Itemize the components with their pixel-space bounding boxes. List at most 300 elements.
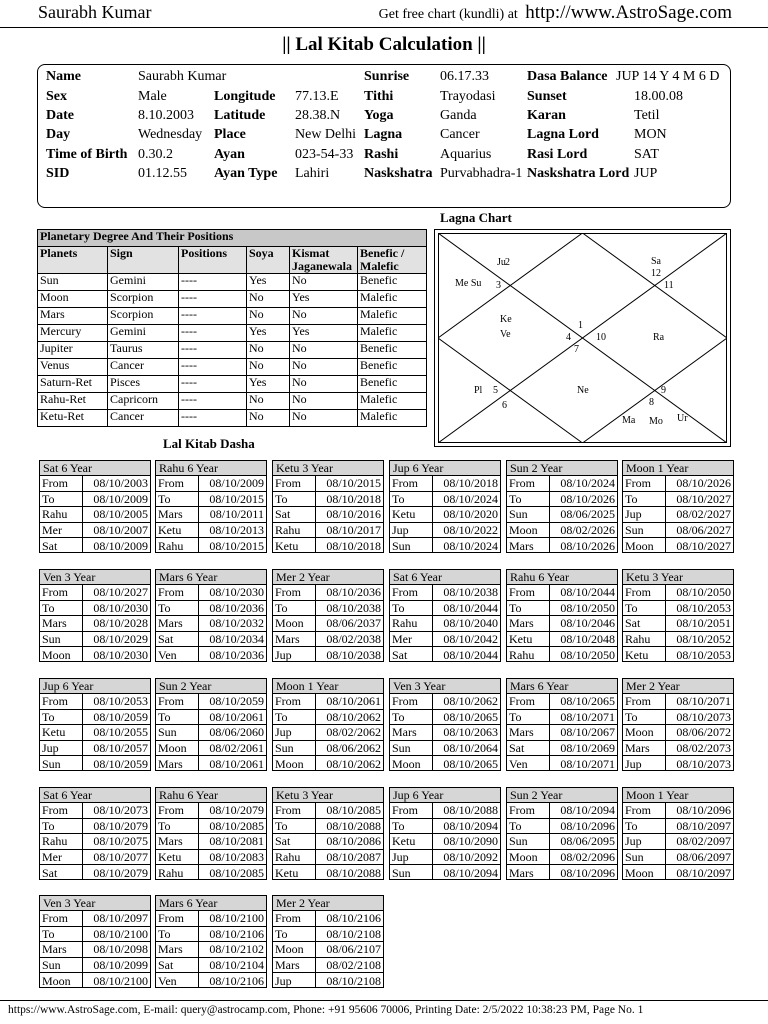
dasha-period-box [155, 895, 267, 988]
dasha-row [623, 585, 733, 600]
karan-label: Karan [527, 108, 566, 123]
dasha-row [390, 600, 500, 615]
dasha-row-label: Moon [273, 616, 315, 631]
yoga-value: Ganda [440, 108, 477, 123]
dasha-row-date: 08/10/2077 [82, 849, 150, 864]
dasha-row-date: 08/10/2027 [676, 538, 731, 553]
ayan-label: Ayan [214, 147, 245, 162]
ayan-value: 023-54-33 [295, 147, 354, 162]
planet-sign: Scorpion [108, 308, 179, 325]
dasha-row [273, 803, 383, 818]
planet-sign: Taurus [108, 342, 179, 359]
planet-position: ---- [179, 393, 247, 410]
dasha-row [507, 616, 617, 631]
dasha-row [40, 491, 150, 506]
dasha-row [273, 957, 383, 972]
planet-position: ---- [179, 376, 247, 393]
planet-soya: Yes [247, 274, 290, 291]
dasha-period-title: Ven 3 Year [40, 570, 150, 585]
planet-benefic: Malefic [358, 308, 427, 325]
planet-kismat: No [290, 308, 358, 325]
dasha-row-date: 08/10/2085 [198, 818, 266, 833]
dasha-row-date: 08/10/2003 [82, 476, 150, 491]
dasha-row-date: 08/10/2094 [432, 818, 500, 833]
dasha-row-date: 08/10/2053 [665, 600, 733, 615]
day-value: Wednesday [138, 127, 203, 142]
planet-benefic: Benefic [358, 274, 427, 291]
dasha-row-date: 08/06/2060 [198, 725, 266, 740]
dasha-row [507, 507, 617, 522]
planet-name: Mars [38, 308, 108, 325]
dasha-row-label: Ven [156, 973, 198, 988]
nakshatra-label: Naskshatra [364, 166, 433, 181]
planet-kismat: Yes [290, 291, 358, 308]
dasha-row-label: To [156, 818, 198, 833]
dasha-row [40, 522, 150, 537]
dasha-row-label: From [40, 585, 82, 600]
dasha-row [273, 834, 383, 849]
sign-number: 11 [664, 280, 674, 291]
sign-number: 9 [661, 385, 666, 396]
dasha-period-box [39, 787, 151, 880]
dasha-row-label: Mars [156, 507, 198, 522]
dasha-row [507, 694, 617, 709]
lagna-chart [434, 229, 731, 447]
dasha-row [390, 522, 500, 537]
dasha-row-label: To [40, 709, 82, 724]
planet-name: Venus [38, 359, 108, 376]
dasha-row-label: Ketu [390, 507, 432, 522]
dasha-row-label: Mars [507, 538, 549, 553]
dasha-row-label: Rahu [40, 507, 82, 522]
dasha-row-label: Ketu [156, 522, 198, 537]
dasha-row-date: 08/10/2088 [315, 818, 383, 833]
dasha-period-box [506, 569, 618, 662]
planet-position: ---- [179, 342, 247, 359]
dasha-row-label: Sun [390, 538, 432, 553]
sunset-label: Sunset [527, 89, 567, 104]
dasha-row-label: To [273, 709, 315, 724]
planet-ju: Ju [497, 257, 506, 268]
dasha-row-date: 08/10/2065 [549, 694, 617, 709]
tithi-value: Trayodasi [440, 89, 496, 104]
dasha-row-date: 08/10/2009 [93, 538, 148, 553]
dasha-row [390, 631, 500, 646]
dasha-period-title: Sat 6 Year [390, 570, 500, 585]
dasha-row [40, 600, 150, 615]
dasha-row-label: To [273, 491, 315, 506]
dasha-row [156, 803, 266, 818]
dasha-period-box [39, 569, 151, 662]
dasha-row-label: To [156, 491, 198, 506]
dasha-row-label: Sun [390, 740, 432, 755]
dasha-row-label: From [507, 694, 549, 709]
dasha-row-date: 08/10/2071 [549, 709, 617, 724]
dasha-row [507, 756, 617, 771]
dasha-row [156, 926, 266, 941]
planet-benefic: Benefic [358, 359, 427, 376]
dasha-row-label: From [40, 803, 82, 818]
planet-soya: No [247, 410, 290, 427]
dasha-row [390, 865, 500, 880]
dasha-row-label: Ketu [507, 631, 549, 646]
dasha-row-date: 08/10/2030 [198, 585, 266, 600]
dasha-row [273, 631, 383, 646]
dasha-row-date: 08/10/2036 [198, 600, 266, 615]
sunrise-value: 06.17.33 [440, 69, 489, 84]
dasha-row-date: 08/10/2061 [198, 709, 266, 724]
planet-row [38, 376, 427, 393]
dasha-row [40, 476, 150, 491]
sign-number: 8 [649, 397, 654, 408]
dasha-row [507, 834, 617, 849]
planet-name: Saturn-Ret [38, 376, 108, 393]
dasha-row-date: 08/10/2094 [443, 865, 498, 880]
dasha-period-title: Sun 2 Year [156, 679, 266, 694]
dasha-row-label: To [40, 926, 82, 941]
page-title: || Lal Kitab Calculation || [282, 34, 486, 55]
dasha-row-label: Jup [623, 756, 665, 771]
dasha-row-date: 08/02/2108 [315, 957, 383, 972]
dasha-period-title: Mars 6 Year [156, 896, 266, 911]
dasha-period-title: Mer 2 Year [273, 570, 383, 585]
sunset-value: 18.00.08 [634, 89, 683, 104]
dasha-period-box [155, 460, 267, 553]
dasha-row-label: From [623, 803, 665, 818]
dasha-row [273, 507, 383, 522]
dasha-row [273, 600, 383, 615]
dasha-row [40, 756, 150, 771]
dasha-row [623, 600, 733, 615]
dasha-row [40, 616, 150, 631]
dasha-row [156, 600, 266, 615]
nakshatra-lord-label: Naskshatra Lord [527, 166, 630, 181]
dasha-row-date: 08/10/2061 [315, 694, 383, 709]
dasha-period-title: Moon 1 Year [273, 679, 383, 694]
dasha-period-title: Sat 6 Year [40, 461, 150, 476]
dasha-row [390, 756, 500, 771]
dasha-row [156, 522, 266, 537]
dasha-row-label: To [623, 709, 665, 724]
dasha-row [273, 647, 383, 662]
dasha-period-box [622, 787, 734, 880]
dasha-row-date: 08/10/2046 [549, 616, 617, 631]
dasha-row [507, 600, 617, 615]
dasha-row [623, 522, 733, 537]
dasa-balance-label: Dasa Balance [527, 69, 608, 84]
planet-ke: Ke [500, 314, 512, 325]
dasha-row-date: 08/10/2034 [198, 631, 266, 646]
planet-row [38, 342, 427, 359]
dasha-row-label: To [623, 600, 665, 615]
dasha-period-box [389, 678, 501, 771]
dasha-row-date: 08/10/2069 [549, 740, 617, 755]
planet-row [38, 325, 427, 342]
footer-divider [0, 1000, 768, 1001]
dasha-row-date: 08/10/2075 [82, 834, 150, 849]
dasha-row-label: Moon [507, 522, 549, 537]
dasha-row-date: 08/10/2013 [198, 522, 266, 537]
dasha-row-label: Rahu [156, 538, 198, 553]
dasha-row [507, 849, 617, 864]
dasha-row-date: 08/10/2099 [82, 957, 150, 972]
dasha-row [40, 507, 150, 522]
dasha-row-label: To [156, 926, 198, 941]
planet-row [38, 274, 427, 291]
dasha-row [40, 538, 150, 553]
dasha-row [156, 709, 266, 724]
dasha-row-label: Sun [40, 957, 82, 972]
dasha-row [390, 476, 500, 491]
dasha-row-label: Moon [156, 740, 198, 755]
dasha-row-label: From [273, 803, 315, 818]
planet-position: ---- [179, 274, 247, 291]
dasha-row-label: Sun [156, 725, 198, 740]
dasha-row-date: 08/10/2015 [198, 491, 266, 506]
dasha-row [623, 725, 733, 740]
dasha-row-date: 08/10/2016 [315, 507, 383, 522]
dasha-row-label: Sun [273, 740, 315, 755]
dasha-row-label: Sat [156, 957, 198, 972]
dasha-row-date: 08/10/2011 [198, 507, 266, 522]
dasha-row-date: 08/10/2024 [432, 491, 500, 506]
dasha-row [390, 803, 500, 818]
planet-kismat: No [290, 359, 358, 376]
planet-ve: Ve [500, 329, 511, 340]
dasha-row-label: To [273, 600, 315, 615]
dasha-row [273, 818, 383, 833]
dasha-row [156, 616, 266, 631]
dasha-row [156, 740, 266, 755]
dasha-row-label: From [156, 803, 198, 818]
lagna-label: Lagna [364, 127, 403, 142]
dasha-row-date: 08/02/2027 [665, 507, 733, 522]
planet-position: ---- [179, 325, 247, 342]
dasha-row [273, 709, 383, 724]
dasha-row-label: Sun [507, 834, 549, 849]
dasha-row-label: Mars [273, 957, 315, 972]
dasha-row-label: Rahu [156, 865, 198, 880]
dasha-row [507, 585, 617, 600]
dasha-row-date: 08/06/2025 [549, 507, 617, 522]
dasha-row-date: 08/10/2038 [326, 647, 381, 662]
dasha-period-box [39, 895, 151, 988]
header-prefix: Get free chart (kundli) at [378, 7, 518, 22]
dasha-row [273, 694, 383, 709]
kismat-col-header: Kismat Jaganewala [290, 247, 358, 274]
dasha-row-label: Mars [507, 725, 549, 740]
planet-name: Mercury [38, 325, 108, 342]
dasha-row-date: 08/06/2097 [665, 849, 733, 864]
dasha-row-date: 08/10/2061 [209, 756, 264, 771]
dasha-row [40, 709, 150, 724]
dasha-row [623, 616, 733, 631]
date-label: Date [46, 108, 74, 123]
dasha-row [156, 818, 266, 833]
dasha-row-label: Sun [507, 507, 549, 522]
dasha-row-label: Ketu [623, 647, 665, 662]
dasha-row-label: Rahu [273, 522, 315, 537]
dasha-row-date: 08/10/2018 [432, 476, 500, 491]
dasha-row [623, 818, 733, 833]
dasha-row-date: 08/10/2044 [432, 600, 500, 615]
planet-name: Jupiter [38, 342, 108, 359]
dasha-row [390, 849, 500, 864]
dasha-period-box [155, 678, 267, 771]
dasha-row [507, 803, 617, 818]
planet-name: Ketu-Ret [38, 410, 108, 427]
rashi-value: Aquarius [440, 147, 492, 162]
tob-value: 0.30.2 [138, 147, 173, 162]
dasha-row-date: 08/10/2005 [82, 507, 150, 522]
tithi-label: Tithi [364, 89, 394, 104]
dasha-row [507, 865, 617, 880]
dasha-period-box [272, 460, 384, 553]
dasha-row-date: 08/10/2007 [82, 522, 150, 537]
dasha-row [273, 585, 383, 600]
dasha-row-label: Rahu [623, 631, 665, 646]
dasha-row [40, 647, 150, 662]
dasha-row [623, 647, 733, 662]
dasha-row-date: 08/10/2079 [82, 818, 150, 833]
dasha-row-date: 08/10/2073 [82, 803, 150, 818]
nakshatra-value: Purvabhadra-1 [440, 166, 523, 181]
dasha-row [40, 926, 150, 941]
dasha-row-label: To [273, 926, 315, 941]
longitude-label: Longitude [214, 89, 276, 104]
sex-value: Male [138, 89, 167, 104]
dasha-row-date: 08/10/2079 [198, 803, 266, 818]
dasha-row [507, 740, 617, 755]
karan-value: Tetil [634, 108, 660, 123]
dasha-row-label: Mars [156, 942, 198, 957]
positions-col-header: Positions [179, 247, 247, 274]
dasha-row-label: Jup [390, 849, 432, 864]
dasha-row-date: 08/10/2085 [209, 865, 264, 880]
dasha-row [507, 522, 617, 537]
planet-soya: No [247, 393, 290, 410]
dasha-row-date: 08/10/2087 [315, 849, 383, 864]
dasha-row-date: 08/10/2106 [198, 926, 266, 941]
yoga-label: Yoga [364, 108, 394, 123]
dasha-row-date: 08/10/2065 [443, 756, 498, 771]
dasha-row-label: From [156, 911, 198, 926]
dasha-row [507, 476, 617, 491]
dasha-row-date: 08/10/2053 [676, 647, 731, 662]
dasha-row [390, 585, 500, 600]
dasha-row-label: Moon [273, 756, 315, 771]
planet-name: Moon [38, 291, 108, 308]
dasha-row-label: Rahu [273, 849, 315, 864]
dasha-row-date: 08/10/2104 [198, 957, 266, 972]
planet-sa: Sa [651, 256, 661, 267]
dasha-row-date: 08/10/2015 [209, 538, 264, 553]
dasha-row-date: 08/10/2044 [549, 585, 617, 600]
dasha-row [390, 647, 500, 662]
dasha-row-date: 08/10/2050 [665, 585, 733, 600]
dasha-period-box [622, 569, 734, 662]
planet-position: ---- [179, 410, 247, 427]
planet-kismat: No [290, 274, 358, 291]
dasha-row-date: 08/10/2097 [665, 818, 733, 833]
dasha-row-label: To [623, 491, 665, 506]
name-label: Name [46, 69, 81, 84]
dasha-row-date: 08/10/2065 [432, 709, 500, 724]
dasha-row [156, 834, 266, 849]
sign-col-header: Sign [108, 247, 179, 274]
dasha-row-label: Moon [623, 865, 665, 880]
place-value: New Delhi [295, 127, 357, 142]
dasha-period-box [506, 460, 618, 553]
dasha-row-label: Mer [40, 849, 82, 864]
dasha-row [40, 957, 150, 972]
dasha-row [390, 818, 500, 833]
dasha-period-title: Ven 3 Year [390, 679, 500, 694]
dasha-row-label: From [623, 585, 665, 600]
dasha-row-date: 08/10/2096 [560, 865, 615, 880]
dasha-row-label: From [507, 476, 549, 491]
dasha-row-date: 08/10/2036 [315, 585, 383, 600]
dasha-row-label: Mars [156, 756, 198, 771]
dasha-row-date: 08/10/2059 [93, 756, 148, 771]
dasha-row-label: Ketu [390, 834, 432, 849]
dasha-row [390, 694, 500, 709]
dasha-row-date: 08/10/2038 [315, 600, 383, 615]
dasha-row [507, 647, 617, 662]
dasha-row-date: 08/10/2020 [432, 507, 500, 522]
planet-kismat: No [290, 410, 358, 427]
ayan-type-value: Lahiri [295, 166, 330, 181]
lagna-chart-title: Lagna Chart [440, 210, 512, 225]
planet-position: ---- [179, 359, 247, 376]
dasha-row-label: To [390, 600, 432, 615]
sex-label: Sex [46, 89, 67, 104]
dasha-row-date: 08/10/2022 [432, 522, 500, 537]
planet-pl: Pl [474, 385, 483, 396]
dasha-row-date: 08/10/2106 [209, 973, 264, 988]
header-url-link[interactable]: http://www.AstroSage.com [525, 2, 732, 23]
dasha-row-date: 08/10/2048 [549, 631, 617, 646]
dasha-row-label: From [273, 911, 315, 926]
dasha-row [40, 803, 150, 818]
planet-table-caption: Planetary Degree And Their Positions [38, 230, 427, 247]
dasha-period-title: Mer 2 Year [273, 896, 383, 911]
sunrise-label: Sunrise [364, 69, 410, 84]
longitude-value: 77.13.E [295, 89, 339, 104]
dasha-row-label: From [390, 476, 432, 491]
dasha-period-title: Jup 6 Year [390, 461, 500, 476]
dasha-row-label: Ven [507, 756, 549, 771]
dasha-period-title: Mars 6 Year [156, 570, 266, 585]
dasha-row [623, 507, 733, 522]
benefic-col-header: Benefic / Malefic [358, 247, 427, 274]
planet-row [38, 359, 427, 376]
dasha-row-label: To [390, 818, 432, 833]
dasha-row-date: 08/10/2090 [432, 834, 500, 849]
dasha-row-label: From [273, 694, 315, 709]
planet-sign: Scorpion [108, 291, 179, 308]
dasha-row [156, 476, 266, 491]
dasha-period-box [272, 787, 384, 880]
dasha-row-date: 08/10/2024 [443, 538, 498, 553]
dasha-period-title: Sat 6 Year [40, 788, 150, 803]
dasha-row-label: Mars [623, 740, 665, 755]
dasha-row-label: Sun [40, 756, 82, 771]
dasha-row-label: To [40, 600, 82, 615]
dasha-row [623, 865, 733, 880]
planet-row [38, 393, 427, 410]
dasha-row [273, 725, 383, 740]
